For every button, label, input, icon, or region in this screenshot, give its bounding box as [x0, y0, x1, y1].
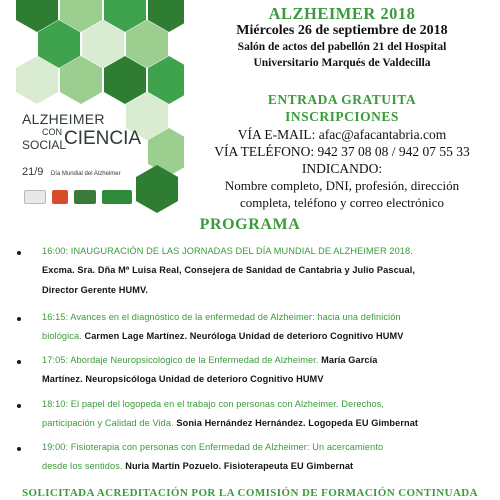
bullet-icon — [17, 404, 21, 408]
event-venue-line1: Salón de actos del pabellón 21 del Hospital — [237, 41, 447, 53]
event-title: ALZHEIMER 2018 — [268, 4, 416, 23]
program-item-line: Director Gerente HUMV. — [42, 285, 149, 295]
registration-email: VÍA E-MAIL: afac@afacantabria.com — [237, 127, 447, 142]
registration-details-line2: completa, teléfono y correo electrónico — [240, 195, 444, 210]
registration-details-line1: Nombre completo, DNI, profesión, dirección — [224, 178, 460, 193]
accreditation-note: SOLICITADA ACREDITACIÓN POR LA COMISIÓN DE FORMACIÓN CONTINUADA — [22, 487, 478, 499]
registration-phone: VÍA TELÉFONO: 942 37 08 08 / 942 07 55 33 — [214, 144, 470, 159]
poster-date-text: Día Mundial del Alzheimer — [50, 171, 121, 177]
registration-indicating: INDICANDO: — [301, 161, 383, 176]
inscriptions-heading: INSCRIPCIONES — [285, 109, 399, 124]
program-item-line: 16:00: INAUGURACIÓN DE LAS JORNADAS DEL DÍA MUNDIAL DE ALZHEIMER 2018. — [42, 246, 413, 256]
poster-title-con: CON — [42, 127, 62, 137]
program-title: PROGRAMA — [199, 216, 301, 233]
program-item-line: biológica. Carmen Lage Martínez. Neuróloga Unidad de deterioro Cognitivo HUMV — [42, 331, 404, 341]
sponsor-logo — [102, 190, 132, 204]
sponsor-logos — [24, 190, 134, 206]
program-item-line: 19:00: Fisioterapia con personas con Enfermedad de Alzheimer: Un acercamiento — [42, 442, 384, 452]
bullet-icon — [17, 251, 21, 255]
bullet-icon — [17, 447, 21, 451]
sponsor-logo — [24, 190, 46, 204]
poster-date — [22, 162, 121, 180]
sponsor-logo — [52, 190, 68, 204]
poster-title-ciencia: CIENCIA — [64, 128, 142, 149]
poster-title-alzheimer: ALZHEIMER — [22, 111, 105, 127]
program-item-line: 17:05: Abordaje Neuropsicológico de la Enfermedad de Alzheimer. María García — [42, 355, 378, 365]
event-poster — [16, 0, 184, 215]
program-item-line: participación y Calidad de Vida. Sonia Hernández Hernández. Logopeda EU Gimbernat — [42, 418, 419, 428]
bullet-icon — [17, 317, 21, 321]
sponsor-logo — [74, 190, 96, 204]
bullet-icon — [17, 360, 21, 364]
program-item-line: 16:15: Avances en el diagnóstico de la enfermedad de Alzheimer: hacia una definición — [42, 312, 401, 322]
entry-free: ENTRADA GRATUITA — [267, 92, 417, 107]
event-date: Miércoles 26 de septiembre de 2018 — [236, 23, 448, 38]
program-item-line: Excma. Sra. Dña Mª Luisa Real, Consejera de Sanidad de Cantabria y Julio Pascual, — [42, 265, 416, 275]
program-item-line: desde los sentidos. Nuria Martín Pozuelo. Fisioterapeuta EU Gimbernat — [42, 461, 354, 471]
event-venue-line2: Universitario Marqués de Valdecilla — [253, 57, 431, 69]
poster-title-social: SOCIAL — [22, 138, 67, 152]
program-item-line: Martínez. Neuropsicóloga Unidad de deterioro Cognitivo HUMV — [42, 374, 324, 384]
program-item-line: 18:10: El papel del logopeda en el trabajo con personas con Alzheimer. Derechos, — [42, 399, 385, 409]
poster-date-number: 21/9 — [22, 166, 44, 178]
